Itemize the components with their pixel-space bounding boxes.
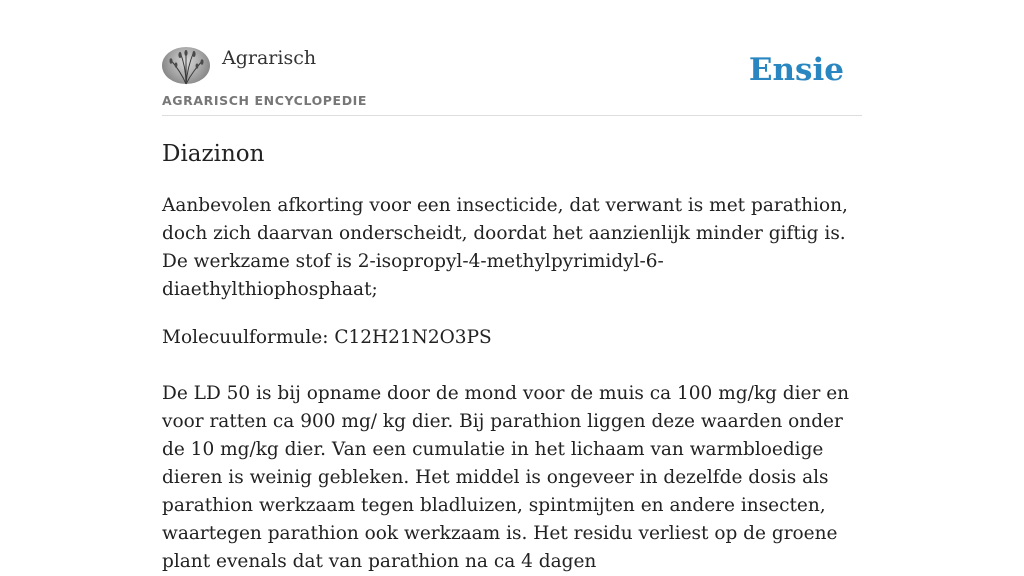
article-body	[162, 192, 862, 576]
article-title: Diazinon	[162, 141, 265, 167]
site-subtitle: AGRARISCH ENCYCLOPEDIE	[162, 93, 368, 108]
site-header	[162, 46, 862, 116]
molecular-formula: Molecuulformule: C12H21N2O3PS	[162, 327, 492, 348]
article-paragraph: Aanbevolen afkorting voor een insecticide, dat verwant is met parathion, doch zich daarvan onderscheidt, doordat het aanzienlijk minder giftig is. De werkzame stof is 2-isopropyl-4-methylpyrimidyl-6-diaethylthiophosphaat;	[162, 195, 848, 300]
brand-logo[interactable]: Ensie	[748, 52, 844, 88]
article-paragraph: De LD 50 is bij opname door de mond voor de muis ca 100 mg/kg dier en voor ratten ca 900 mg/ kg dier. Bij parathion liggen deze waarden onder de 10 mg/kg dier. Van een cumulatie in het lichaam van warmbloedige dieren is weinig gebleken. Het middel is ongeveer in dezelfde dosis als parathion werkzaam tegen bladluizen, spintmijten en andere insecten, waartegen parathion ook werkzaam is. Het residu verliest op de groene plant evenals dat van parathion na ca 4 dagen	[162, 383, 850, 572]
site-name[interactable]: Agrarisch	[222, 47, 317, 69]
header-divider	[162, 115, 862, 116]
wheat-logo-icon[interactable]	[162, 47, 210, 84]
